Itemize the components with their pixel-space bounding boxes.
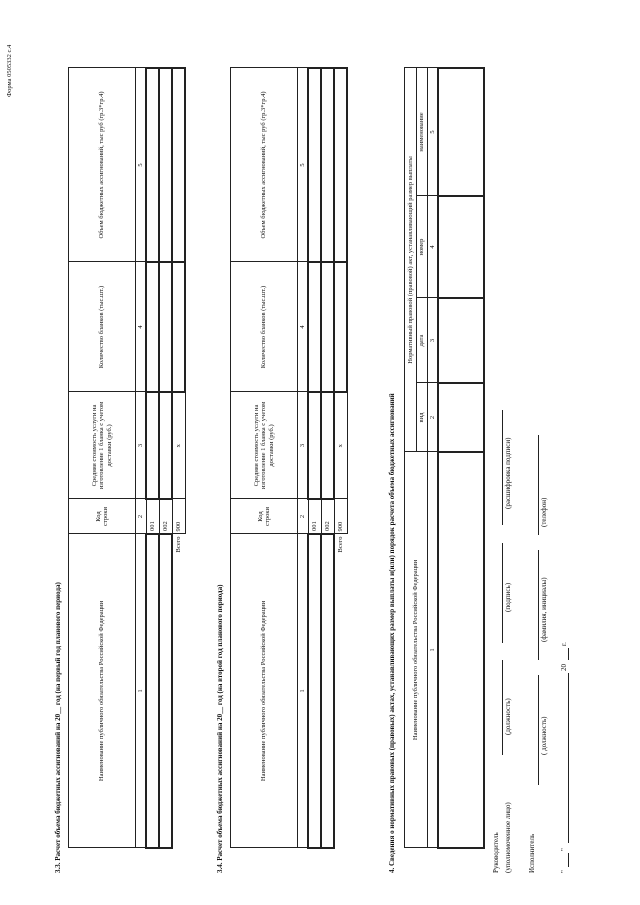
header-name: Наименование публичного обязательства Российской Федерации [231,534,298,848]
position-caption: (должность) [504,698,512,735]
cell-count [159,262,172,392]
col-number: 2 [298,499,309,534]
header-volume: Объем бюджетных ассигнований, тыс руб (гр.3*гр.4) [231,68,298,262]
phone-line [538,435,539,535]
data-cell [438,298,484,383]
total-label: Всего [337,536,345,553]
section-3-3-title: 3.3. Расчет объема бюджетных ассигнований на 20__ год (на первый год планового периода) [54,582,62,873]
total-code: 900 [172,499,185,534]
col-number: 5 [298,68,309,262]
executor-label: Исполнитель [528,833,536,873]
header-cost: Средняя стоимость услуги на изготовление 1 бланка с учетом доставки (руб.) [231,392,298,499]
cell-name [321,534,334,848]
cell-cost [321,392,334,499]
cell-cost [308,392,321,499]
cell-code: 001 [146,499,159,534]
data-cell [438,383,484,452]
fio-line [538,550,539,660]
header-name: Наименование публичного обязательства Российской Федерации [405,452,428,848]
total-count [172,262,185,392]
col-number: 5 [428,68,439,196]
date-day-line [568,853,569,867]
date-month-line [568,673,569,843]
col-number: 1 [298,534,309,848]
fio-caption: (фамилия, инициалы) [540,577,548,642]
col-number: 1 [428,452,439,848]
cell-count [308,262,321,392]
head-sub-label: (уполномоченное лицо) [504,802,512,873]
section-3-3-table [68,67,186,849]
col-number: 2 [136,499,147,534]
header-date: дата [416,298,428,383]
section-4-table [404,67,485,849]
cell-name [159,534,172,848]
header-code: Код строки [231,499,298,534]
cell-volume [321,68,334,262]
cell-name [146,534,159,848]
data-cell [438,196,484,298]
total-volume [334,68,347,262]
cell-cost [159,392,172,499]
cell-name [308,534,321,848]
cell-code: 002 [321,499,334,534]
cell-cost [146,392,159,499]
cell-volume [159,68,172,262]
header-name: Наименование публичного обязательства Российской Федерации [69,534,136,848]
head-label: Руководитель [492,832,500,873]
header-count: Количество бланков (тыс.шт.) [69,262,136,392]
form-code: Форма 0505332 с.4 [6,44,13,97]
cell-volume [146,68,159,262]
date-quote-close: " [560,848,568,851]
header-volume: Объем бюджетных ассигнований, тыс руб (гр.3*гр.4) [69,68,136,262]
data-cell [438,68,484,196]
header-cost: Средняя стоимость услуги на изготовление 1 бланка с учетом доставки (руб.) [69,392,136,499]
col-number: 4 [298,262,309,392]
total-label: Всего [175,536,183,553]
cell-count [321,262,334,392]
col-number: 5 [136,68,147,262]
decode-caption: (расшифровка подписи) [504,437,512,509]
signature-line [502,543,503,643]
header-act-group: Нормативный правовой (правовой) акт, устанавливающий размер выплаты [405,68,417,452]
date-quote-open: " [560,870,568,873]
col-number: 3 [428,298,439,383]
phone-caption: (телефон) [540,497,548,527]
section-3-4-table [230,67,348,849]
header-code: Код строки [69,499,136,534]
data-cell [438,452,484,848]
total-cost: x [172,392,185,499]
exec-position-line [538,675,539,785]
cell-code: 002 [159,499,172,534]
section-3-4-title: 3.4. Расчет объема бюджетных ассигнований на 20__ год (на второй год планового периода) [216,584,224,873]
col-number: 4 [428,196,439,298]
total-volume [172,68,185,262]
signature-caption: (подпись) [504,582,512,612]
col-number: 3 [136,392,147,499]
cell-volume [308,68,321,262]
col-number: 1 [136,534,147,848]
header-kind: вид [416,383,428,452]
header-number: номер [416,196,428,298]
header-count: Количество бланков (тыс.шт.) [231,262,298,392]
year-suffix: г. [560,642,568,646]
total-code: 900 [334,499,347,534]
col-number: 3 [298,392,309,499]
year-line [568,648,569,660]
position-line [502,660,503,755]
section-4-title: 4. Сведения о нормативных правовых (правовых) актах, устанавливающих размер выплаты и(или) порядок расчета объема бюджетных ассигнований [388,393,396,873]
cell-count [146,262,159,392]
header-title: наименование [416,68,428,196]
total-cost: x [334,392,347,499]
cell-code: 001 [308,499,321,534]
decode-line [502,410,503,525]
year-prefix: 20 [560,664,568,671]
exec-position-caption: ( должность) [540,716,548,755]
col-number: 2 [428,383,439,452]
col-number: 4 [136,262,147,392]
total-count [334,262,347,392]
